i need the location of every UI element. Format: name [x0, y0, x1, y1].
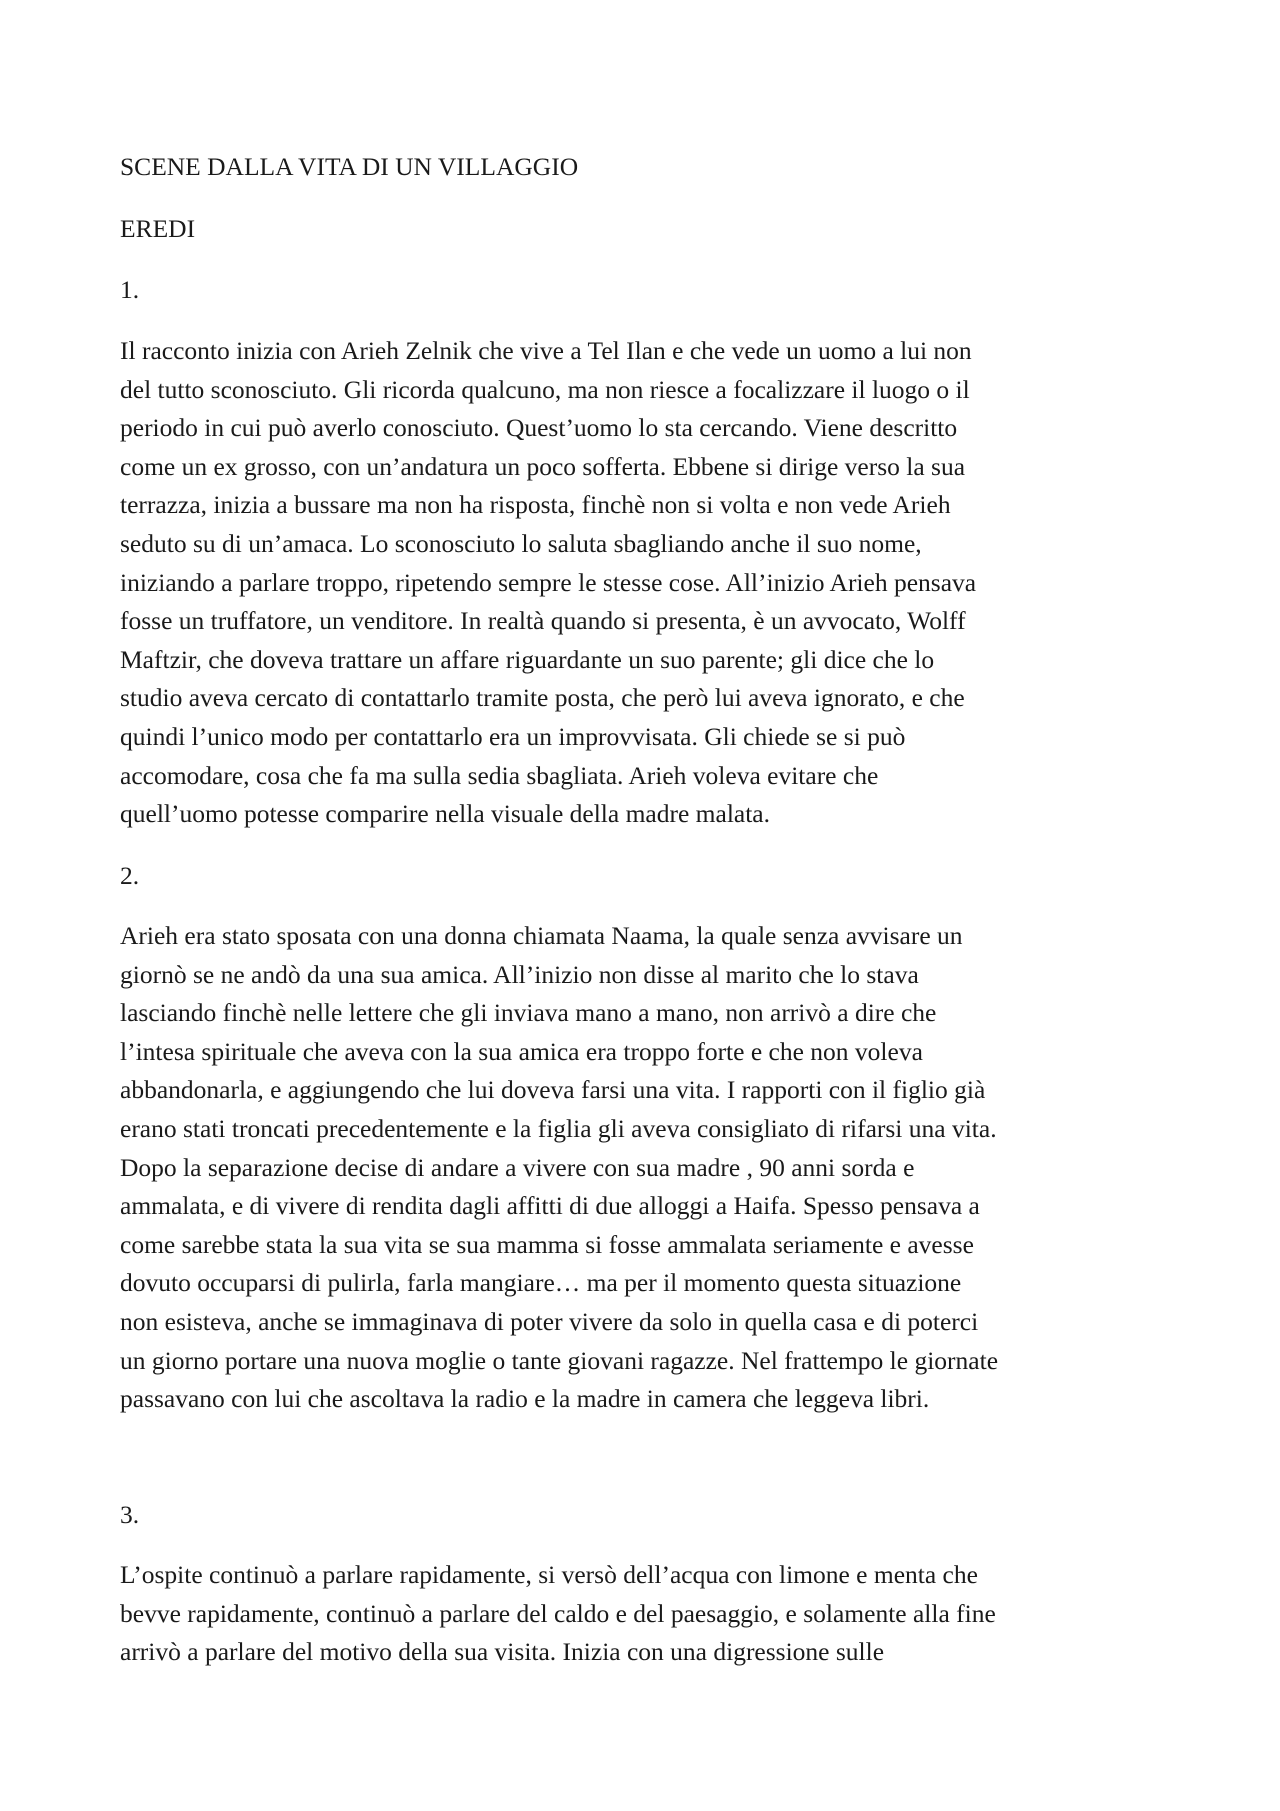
section-1-number: 1. [120, 275, 140, 304]
document-subtitle: EREDI [120, 214, 196, 243]
section-1-paragraph: Il racconto inizia con Arieh Zelnik che vive a Tel Ilan e che vede un uomo a lui non del tutto sconosciuto. Gli ricorda qualcuno, ma non riesce a focalizzare il luogo o il periodo in cui può averlo conosciuto. Quest’uomo lo sta cercando. Viene descritto come un ex grosso, con un’andatura un poco sofferta. Ebbene si dirige verso la sua terrazza, inizia a bussare ma non ha risposta, finchè non si volta e non vede Arieh seduto su di un’amaca. Lo sconosciuto lo saluta sbagliando anche il suo nome, iniziando a parlare troppo, ripetendo sempre le stesse cose. All’inizio Arieh pensava fosse un truffatore, un venditore. In realtà quando si presenta, è un avvocato, Wolff Maftzir, che doveva trattare un affare riguardante un suo parente; gli dice che lo studio aveva cercato di contattarlo tramite posta, che però lui aveva ignorato, e che quindi l’unico modo per contattarlo era un improvvisata. Gli chiede se si può accomodare, cosa che fa ma sulla sedia sbagliata. Arieh voleva evitare che quell’uomo potesse comparire nella visuale della madre malata. [120, 336, 977, 829]
document-title: SCENE DALLA VITA DI UN VILLAGGIO [120, 152, 579, 181]
section-2-number: 2. [120, 861, 140, 890]
section-3-paragraph: L’ospite continuò a parlare rapidamente, si versò dell’acqua con limone e menta che bevve rapidamente, continuò a parlare del caldo e del paesaggio, e solamente alla fine arrivò a parlare del motivo della sua visita. Inizia con una digressione sulle [120, 1560, 996, 1667]
section-3-number: 3. [120, 1500, 140, 1529]
section-2-paragraph: Arieh era stato sposata con una donna chiamata Naama, la quale senza avvisare un giornò se ne andò da una sua amica. All’inizio non disse al marito che lo stava lasciando finchè nelle lettere che gli inviava mano a mano, non arrivò a dire che l’intesa spirituale che aveva con la sua amica era troppo forte e che non voleva abbandonarla, e aggiungendo che lui doveva farsi una vita. I rapporti con il figlio già erano stati troncati precedentemente e la figlia gli aveva consigliato di rifarsi una vita. Dopo la separazione decise di andare a vivere con sua madre , 90 anni sorda e ammalata, e di vivere di rendita dagli affitti di due alloggi a Haifa. Spesso pensava a come sarebbe stata la sua vita se sua mamma si fosse ammalata seriamente e avesse dovuto occuparsi di pulirla, farla mangiare… ma per il momento questa situazione non esisteva, anche se immaginava di poter vivere da solo in quella casa e di poterci un giorno portare una nuova moglie o tante giovani ragazze. Nel frattempo le giornate passavano con lui che ascoltava la radio e la madre in camera che leggeva libri. [120, 921, 999, 1414]
